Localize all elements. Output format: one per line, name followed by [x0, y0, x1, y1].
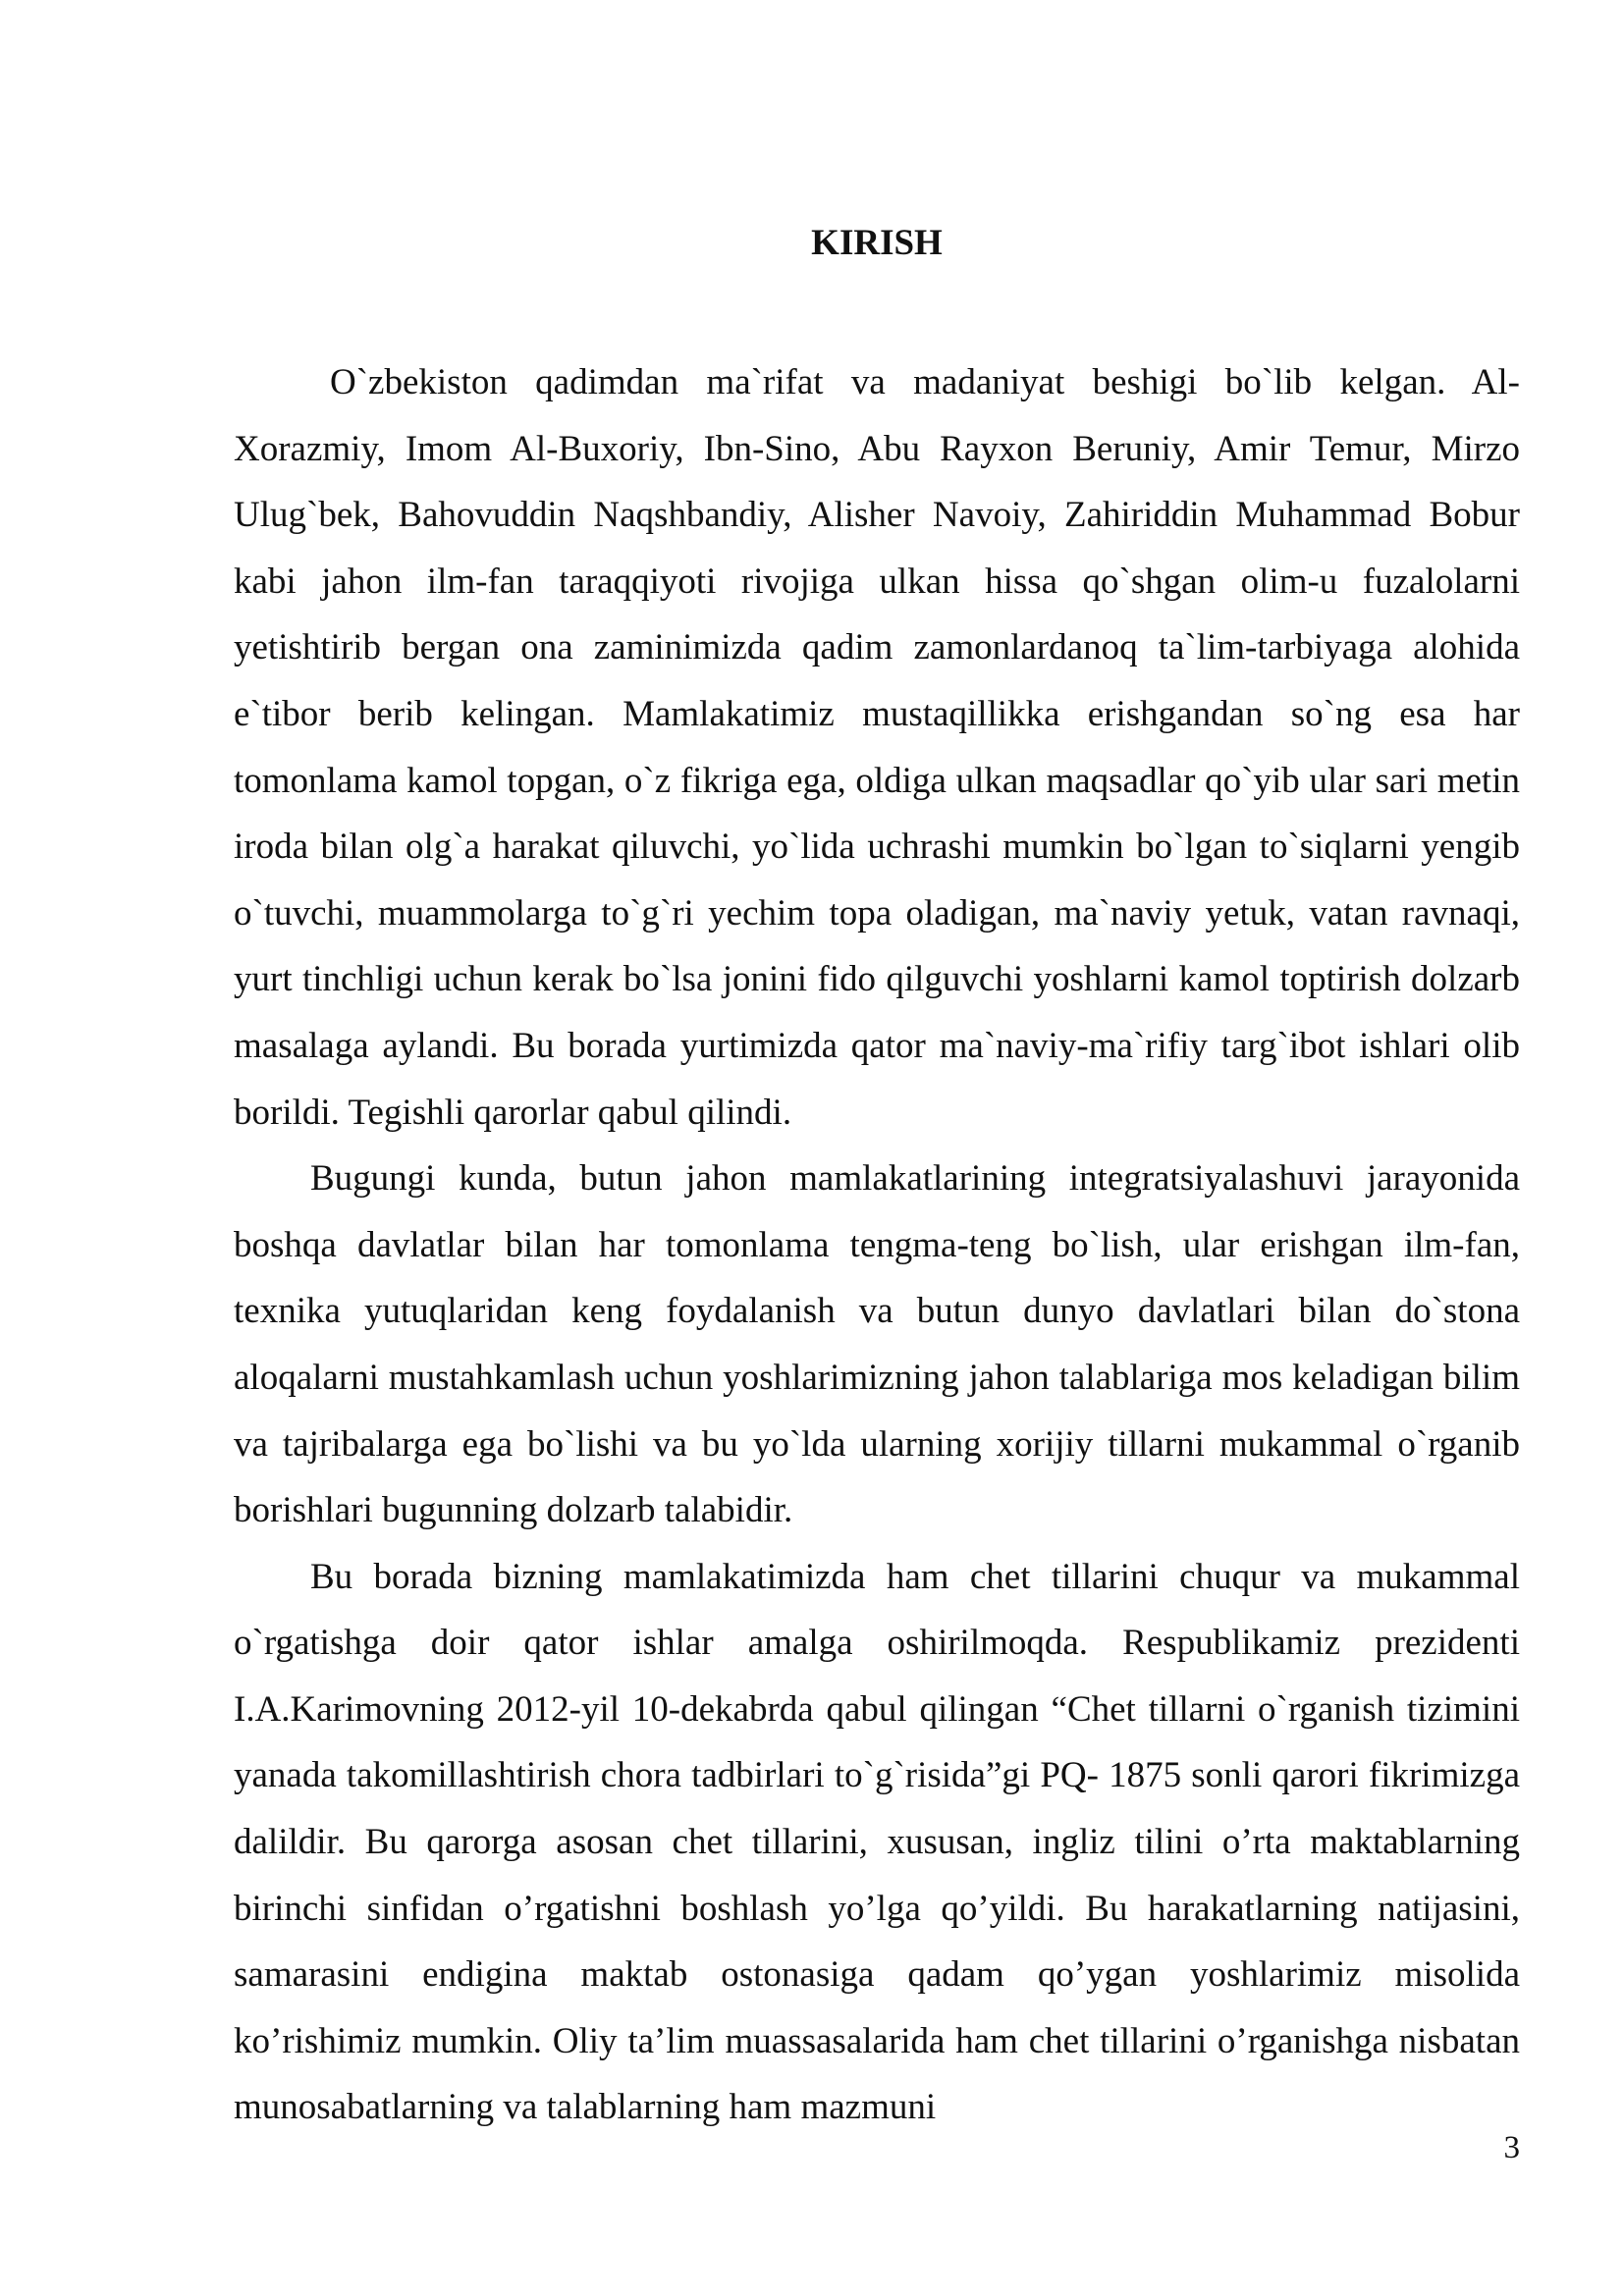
page-number: 3	[1503, 2130, 1520, 2165]
page-title: KIRISH	[811, 223, 943, 263]
paragraph-3: Bu borada bizning mamlakatimizda ham chet tillarini chuqur va mukammal o`rgatishga doir qator ishlar amalga oshirilmoqda. Respublikamiz prezidenti I.A.Karimovning 2012-yil 10-dekabrda qabul qilingan “Chet tillarni o`rganish tizimini yanada takomillashtirish chora tadbirlari to`g`risida”gi PQ- 1875 sonli qarori fikrimizga dalildir. Bu qarorga asosan chet tillarini, xususan, ingliz tilini o’rta maktablarning birinchi sinfidan o’rgatishni boshlash yo’lga qo’yildi. Bu harakatlarning natijasini, samarasini endigina maktab ostonasiga qadam qo’ygan yoshlarimiz misolida ko’rishimiz mumkin. Oliy ta’lim muassasalarida ham chet tillarini o’rganishga nisbatan munosabatlarning va talablarning ham mazmuni	[234, 1556, 1520, 2128]
paragraph-1: O`zbekiston qadimdan ma`rifat va madaniyat beshigi bo`lib kelgan. Al-Xorazmiy, Imom Al-Buxoriy, Ibn-Sino, Abu Rayxon Beruniy, Amir Temur, Mirzo Ulug`bek, Bahovuddin Naqshbandiy, Alisher Navoiy, Zahiriddin Muhammad Bobur kabi jahon ilm-fan taraqqiyoti rivojiga ulkan hissa qo`shgan olim-u fuzalolarni yetishtirib bergan ona zaminimizda qadim zamonlardanoq ta`lim-tarbiyaga alohida e`tibor berib kelingan. Mamlakatimiz mustaqillikka erishgandan so`ng esa har tomonlama kamol topgan, o`z fikriga ega, oldiga ulkan maqsadlar qo`yib ular sari metin iroda bilan olg`a harakat qiluvchi, yo`lida uchrashi mumkin bo`lgan to`siqlarni yengib o`tuvchi, muammolarga to`g`ri yechim topa oladigan, ma`naviy yetuk, vatan ravnaqi, yurt tinchligi uchun kerak bo`lsa jonini fido qilguvchi yoshlarni kamol toptirish dolzarb masalaga aylandi. Bu borada yurtimizda qator ma`naviy-ma`rifiy targ`ibot ishlari olib borildi. Tegishli qarorlar qabul qilindi.	[234, 362, 1520, 1133]
body-text	[234, 349, 1520, 2141]
paragraph-2: Bugungi kunda, butun jahon mamlakatlarining integratsiyalashuvi jarayonida boshqa davlatlar bilan har tomonlama tengma-teng bo`lish, ular erishgan ilm-fan, texnika yutuqlaridan keng foydalanish va butun dunyo davlatlari bilan do`stona aloqalarni mustahkamlash uchun yoshlarimizning jahon talablariga mos keladigan bilim va tajribalarga ega bo`lishi va bu yo`lda ularning xorijiy tillarni mukammal o`rganib borishlari bugunning dolzarb talabidir.	[234, 1158, 1520, 1531]
